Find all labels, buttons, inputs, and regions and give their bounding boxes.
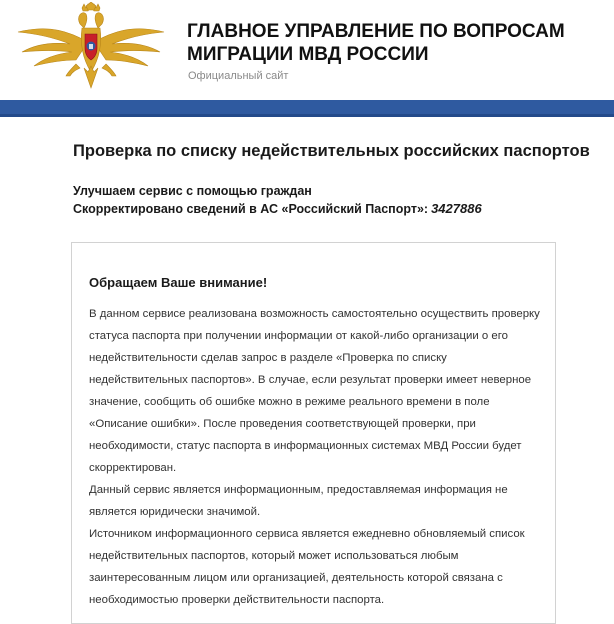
notice-paragraph-2: Данный сервис является информационным, предоставляемая информация не является юридически значимой. [89, 484, 508, 518]
notice-paragraph-1: В данном сервисе реализована возможность самостоятельно осуществить проверку статуса паспорта при получении информации от какой-либо организации о его недействительности сделав запрос в разделе «Проверка по списку недействительных паспортов». В случае, если результат проверки имеет неверное значение, сообщить об ошибке можно в режиме реального времени в поле «Описание ошибки». После проведения соответствующей проверки, при необходимости, статус паспорта в информационных системах МВД России будет скорректирован. [89, 308, 540, 474]
stats-label: Скорректировано сведений в АС «Российский Паспорт»: [73, 202, 429, 216]
notice-paragraph-3: Источником информационного сервиса является ежедневно обновляемый список недействительных паспортов, который может использоваться любым заинтересованным лицом или организацией, деятельность которой связана с необходимостью проверки действительности паспорта. [89, 528, 525, 606]
notice-body [89, 303, 544, 611]
stats-block [73, 182, 482, 218]
stats-line-1: Улучшаем сервис с помощью граждан [73, 184, 312, 198]
notice-title: Обращаем Ваше внимание! [89, 275, 268, 290]
org-subtitle: Официальный сайт [188, 70, 289, 82]
org-title: ГЛАВНОЕ УПРАВЛЕНИЕ ПО ВОПРОСАМ МИГРАЦИИ МВД РОССИИ [187, 21, 565, 65]
notice-box [71, 242, 556, 624]
navigation-bar [0, 100, 614, 117]
stats-line-2 [73, 200, 482, 218]
double-headed-eagle-emblem-icon[interactable] [10, 2, 172, 90]
site-header [0, 0, 614, 100]
corrected-count: 3427886 [431, 201, 482, 216]
page-title: Проверка по списку недействительных российских паспортов [73, 142, 590, 160]
